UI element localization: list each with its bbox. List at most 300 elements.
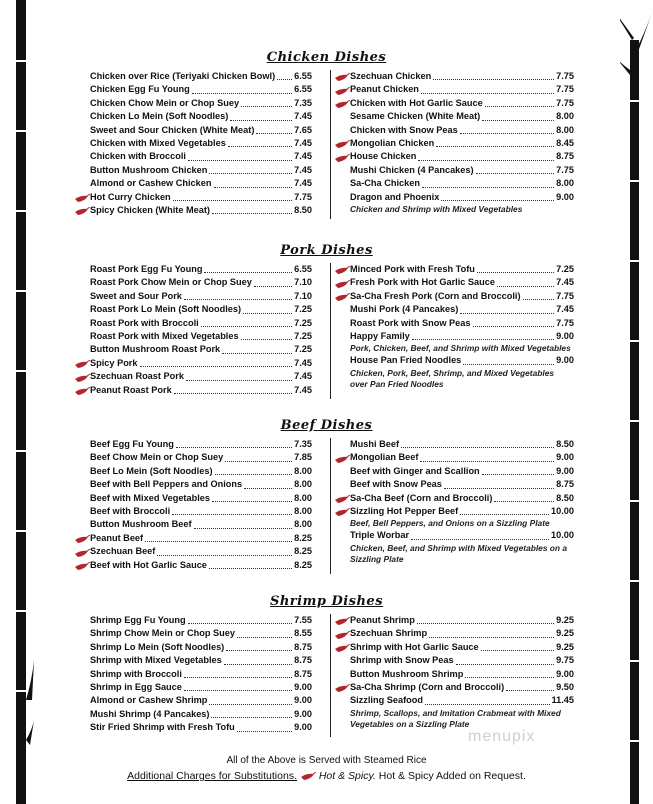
item-price: 7.25	[294, 317, 312, 328]
footer-charges: Additional Charges for Substitutions.	[127, 770, 297, 782]
item-marker	[74, 290, 90, 303]
item-price: 7.45	[294, 111, 312, 122]
leader-dots	[477, 272, 554, 273]
item-price: 8.00	[294, 492, 312, 503]
item-marker	[334, 164, 350, 177]
item-name: Roast Pork Egg Fu Young	[90, 263, 203, 274]
item-marker	[74, 191, 90, 204]
item-marker	[334, 84, 350, 97]
menu-item	[74, 721, 312, 734]
menu-item	[74, 384, 312, 397]
item-marker	[74, 628, 90, 641]
item-price: 8.75	[294, 655, 312, 666]
item-name: Chicken with Snow Peas	[350, 124, 458, 135]
menu-item	[74, 70, 312, 83]
item-price: 9.50	[556, 681, 574, 692]
item-price: 8.50	[556, 438, 574, 449]
item-marker	[74, 668, 90, 681]
leader-dots	[473, 326, 555, 327]
menu-item	[74, 465, 312, 478]
item-marker	[74, 164, 90, 177]
item-marker	[74, 111, 90, 124]
menu-item	[74, 343, 312, 356]
item-name: Szechuan Shrimp	[350, 628, 428, 639]
menu-item	[74, 641, 312, 654]
pepper-icon	[334, 455, 350, 464]
leader-dots	[237, 731, 292, 732]
item-name: Triple Worbar	[350, 530, 410, 541]
leader-dots	[209, 568, 292, 569]
item-name: Chicken Chow Mein or Chop Suey	[90, 97, 240, 108]
item-price: 9.00	[556, 452, 574, 463]
item-price: 8.55	[294, 628, 312, 639]
item-description: Beef, Bell Peppers, and Onions on a Sizzling Plate	[350, 518, 550, 529]
leader-dots	[444, 488, 554, 489]
item-name: Button Mushroom Beef	[90, 519, 192, 530]
item-price: 8.00	[556, 178, 574, 189]
item-marker	[74, 465, 90, 478]
item-name: Chicken with Hot Garlic Sauce	[350, 97, 483, 108]
section-title: Pork Dishes	[280, 243, 373, 258]
section-title: Shrimp Dishes	[269, 594, 384, 609]
menu-item	[74, 164, 312, 177]
menu-item	[74, 532, 312, 545]
item-name: Happy Family	[350, 330, 410, 341]
pepper-icon	[74, 207, 90, 216]
menu-item	[334, 330, 574, 343]
leader-dots	[176, 447, 292, 448]
item-price: 9.75	[556, 655, 574, 666]
item-name: Sizzling Hot Pepper Beef	[350, 505, 459, 516]
leader-dots	[241, 339, 293, 340]
item-price: 8.00	[294, 519, 312, 530]
leader-dots	[497, 286, 554, 287]
item-marker	[334, 681, 350, 694]
item-marker	[74, 695, 90, 708]
leader-dots	[418, 160, 554, 161]
menu-item	[334, 317, 574, 330]
leader-dots	[201, 326, 292, 327]
item-name: House Chicken	[350, 151, 417, 162]
item-name: Shrimp with Hot Garlic Sauce	[350, 641, 479, 652]
pepper-icon	[334, 293, 350, 302]
item-name: Sa-Cha Chicken	[350, 178, 420, 189]
item-marker	[334, 505, 350, 518]
menu-item	[74, 451, 312, 464]
item-price: 10.00	[551, 505, 574, 516]
item-price: 7.45	[294, 384, 312, 395]
item-price: 8.25	[294, 559, 312, 570]
column-divider	[330, 614, 331, 737]
leader-dots	[523, 299, 555, 300]
leader-dots	[184, 690, 292, 691]
item-name: Shrimp with Mixed Vegetables	[90, 655, 222, 666]
menu-item	[334, 641, 574, 654]
item-price: 9.00	[294, 681, 312, 692]
item-marker	[334, 137, 350, 150]
menu-item	[334, 83, 574, 96]
bamboo-left-decoration	[10, 0, 34, 804]
item-price: 9.00	[556, 668, 574, 679]
leader-dots	[209, 173, 292, 174]
item-price: 8.00	[556, 124, 574, 135]
item-marker	[334, 479, 350, 492]
menu-item	[334, 614, 574, 627]
item-marker	[334, 263, 350, 276]
pepper-icon	[74, 535, 90, 544]
menu-item	[74, 357, 312, 370]
item-name: Mushi Beef	[350, 438, 400, 449]
menu-item	[334, 627, 574, 640]
leader-dots	[417, 623, 554, 624]
menu-item	[74, 668, 312, 681]
column-divider	[330, 263, 331, 399]
menu-item	[334, 465, 574, 478]
pepper-icon	[334, 100, 350, 109]
menu-item	[74, 654, 312, 667]
item-marker	[334, 317, 350, 330]
item-name: Roast Pork with Snow Peas	[350, 317, 471, 328]
menu-column-left	[74, 614, 312, 735]
item-marker	[334, 614, 350, 627]
menu-column-left	[74, 263, 312, 397]
leader-dots	[244, 488, 292, 489]
leader-dots	[465, 677, 554, 678]
leader-dots	[230, 120, 292, 121]
leader-dots	[433, 79, 554, 80]
item-marker	[74, 532, 90, 545]
leader-dots	[192, 93, 292, 94]
item-marker	[74, 559, 90, 572]
item-marker	[74, 641, 90, 654]
item-marker	[74, 344, 90, 357]
item-marker	[74, 277, 90, 290]
item-price: 7.45	[294, 371, 312, 382]
item-price: 8.50	[556, 492, 574, 503]
item-marker	[334, 628, 350, 641]
pepper-icon	[74, 549, 90, 558]
item-marker	[334, 290, 350, 303]
item-price: 7.45	[556, 304, 574, 315]
item-name: Roast Pork with Broccoli	[90, 317, 199, 328]
item-price: 10.00	[551, 530, 574, 541]
item-name: Beef Chow Mein or Chop Suey	[90, 452, 224, 463]
item-marker	[74, 479, 90, 492]
item-name: Peanut Roast Pork	[90, 384, 172, 395]
menu-item	[74, 681, 312, 694]
item-marker	[334, 111, 350, 124]
pepper-icon	[74, 360, 90, 369]
item-name: Spicy Pork	[90, 357, 138, 368]
menu-item	[334, 303, 574, 316]
item-marker	[74, 151, 90, 164]
item-marker	[334, 191, 350, 204]
leader-dots	[401, 447, 554, 448]
menu-item	[74, 276, 312, 289]
item-price: 9.00	[294, 722, 312, 733]
menu-column-right	[334, 263, 574, 390]
menu-column-right	[334, 614, 574, 730]
item-name: Mushi Pork (4 Pancakes)	[350, 304, 459, 315]
footer-on-request: Hot & Spicy Added on Request.	[378, 770, 526, 782]
item-name: Minced Pork with Fresh Tofu	[350, 263, 475, 274]
item-price: 9.00	[556, 330, 574, 341]
leader-dots	[188, 623, 292, 624]
item-name: Peanut Shrimp	[350, 614, 415, 625]
menu-item	[74, 97, 312, 110]
item-name: Sesame Chicken (White Meat)	[350, 111, 481, 122]
menu-item	[334, 276, 574, 289]
menu-item	[74, 263, 312, 276]
item-price: 7.45	[294, 137, 312, 148]
leader-dots	[226, 650, 292, 651]
item-description: Chicken, Pork, Beef, Shrimp, and Mixed Vegetables over Pan Fried Noodles	[350, 367, 555, 389]
item-name: Button Mushroom Roast Pork	[90, 344, 221, 355]
item-name: Shrimp Egg Fu Young	[90, 614, 186, 625]
item-name: Hot Curry Chicken	[90, 191, 171, 202]
menu-column-left	[74, 438, 312, 572]
item-marker	[334, 492, 350, 505]
item-price: 8.50	[294, 204, 312, 215]
menu-item	[74, 177, 312, 190]
pepper-icon	[74, 562, 90, 571]
item-name: Beef with Bell Peppers and Onions	[90, 479, 243, 490]
item-price: 7.10	[294, 290, 312, 301]
menu-item	[334, 438, 574, 451]
item-name: Sweet and Sour Pork	[90, 290, 182, 301]
item-price: 7.45	[294, 357, 312, 368]
item-price: 8.00	[294, 465, 312, 476]
item-name: Sizzling Seafood	[350, 695, 423, 706]
menu-item	[74, 137, 312, 150]
menu-column-right	[334, 438, 574, 565]
item-name: Beef with Broccoli	[90, 505, 171, 516]
item-price: 8.75	[556, 479, 574, 490]
item-price: 9.00	[294, 708, 312, 719]
item-price: 6.55	[294, 263, 312, 274]
item-price: 9.00	[556, 355, 574, 366]
item-name: Sa-Cha Fresh Pork (Corn and Broccoli)	[350, 290, 521, 301]
item-name: Sweet and Sour Chicken (White Meat)	[90, 124, 255, 135]
leader-dots	[481, 650, 554, 651]
leader-dots	[173, 200, 292, 201]
item-name: Peanut Beef	[90, 532, 144, 543]
leader-dots	[277, 79, 292, 80]
item-name: Mushi Chicken (4 Pancakes)	[350, 164, 474, 175]
item-price: 7.75	[294, 191, 312, 202]
menu-item	[334, 290, 574, 303]
menu-item	[334, 451, 574, 464]
item-price: 7.45	[294, 164, 312, 175]
menu-item	[334, 97, 574, 110]
item-marker	[74, 97, 90, 110]
item-name: Stir Fried Shrimp with Fresh Tofu	[90, 722, 235, 733]
menu-item	[334, 529, 574, 542]
leader-dots	[441, 200, 554, 201]
menu-item	[334, 354, 574, 367]
item-price: 8.25	[294, 532, 312, 543]
item-price: 7.45	[556, 277, 574, 288]
item-name: Almond or Cashew Shrimp	[90, 695, 208, 706]
menu-item	[74, 614, 312, 627]
item-price: 11.45	[551, 695, 574, 706]
bamboo-right-decoration	[620, 0, 653, 804]
item-price: 8.75	[556, 151, 574, 162]
item-price: 7.10	[294, 277, 312, 288]
menu-item	[334, 505, 574, 518]
item-name: Szechuan Beef	[90, 546, 156, 557]
leader-dots	[460, 133, 554, 134]
leader-dots	[214, 187, 293, 188]
item-marker	[74, 681, 90, 694]
item-name: Chicken with Broccoli	[90, 151, 186, 162]
item-name: Chicken Egg Fu Young	[90, 84, 190, 95]
leader-dots	[436, 146, 554, 147]
item-name: Fresh Pork with Hot Garlic Sauce	[350, 277, 495, 288]
item-marker	[74, 614, 90, 627]
leader-dots	[194, 528, 293, 529]
pepper-icon	[334, 495, 350, 504]
leader-dots	[243, 313, 292, 314]
item-marker	[334, 438, 350, 451]
item-name: Chicken Lo Mein (Soft Noodles)	[90, 111, 229, 122]
menu-item	[74, 150, 312, 163]
item-price: 8.75	[294, 641, 312, 652]
item-name: Chicken with Mixed Vegetables	[90, 137, 226, 148]
item-price: 8.45	[556, 137, 574, 148]
item-name: Button Mushroom Chicken	[90, 164, 208, 175]
menu-item	[74, 191, 312, 204]
item-name: Roast Pork Chow Mein or Chop Suey	[90, 277, 252, 288]
menu-item	[334, 492, 574, 505]
item-price: 9.25	[556, 614, 574, 625]
item-name: Spicy Chicken (White Meat)	[90, 204, 210, 215]
item-price: 7.75	[556, 164, 574, 175]
leader-dots	[241, 106, 292, 107]
menu-item	[74, 708, 312, 721]
menu-item	[74, 204, 312, 217]
pepper-icon	[334, 644, 350, 653]
item-price: 7.25	[556, 263, 574, 274]
item-marker	[74, 505, 90, 518]
item-name: Beef with Hot Garlic Sauce	[90, 559, 207, 570]
pepper-icon	[334, 154, 350, 163]
item-marker	[74, 84, 90, 97]
leader-dots	[429, 637, 554, 638]
leader-dots	[412, 339, 554, 340]
leader-dots	[506, 690, 554, 691]
menu-item	[74, 694, 312, 707]
leader-dots	[476, 173, 555, 174]
item-marker	[74, 722, 90, 735]
leader-dots	[172, 514, 292, 515]
item-name: Beef Egg Fu Young	[90, 438, 174, 449]
leader-dots	[212, 501, 292, 502]
item-price: 8.75	[294, 668, 312, 679]
menu-item	[74, 627, 312, 640]
leader-dots	[420, 461, 554, 462]
item-price: 6.55	[294, 84, 312, 95]
item-marker	[334, 304, 350, 317]
item-name: Shrimp with Broccoli	[90, 668, 182, 679]
item-price: 9.00	[556, 465, 574, 476]
item-marker	[74, 357, 90, 370]
pepper-icon	[334, 684, 350, 693]
column-divider	[330, 438, 331, 574]
item-description: Shrimp, Scallops, and Imitation Crabmeat with Mixed Vegetables on a Sizzling Plate	[350, 707, 561, 729]
item-price: 8.25	[294, 546, 312, 557]
menu-item	[74, 505, 312, 518]
leader-dots	[494, 501, 554, 502]
item-marker	[334, 124, 350, 137]
item-price: 7.75	[556, 84, 574, 95]
item-marker	[334, 695, 350, 708]
item-name: Mongolian Beef	[350, 452, 419, 463]
item-price: 7.75	[556, 97, 574, 108]
menu-item	[74, 83, 312, 96]
leader-dots	[140, 366, 293, 367]
leader-dots	[425, 704, 550, 705]
pepper-icon	[300, 772, 316, 781]
pepper-icon	[334, 508, 350, 517]
leader-dots	[256, 133, 292, 134]
item-marker	[74, 263, 90, 276]
item-name: Peanut Chicken	[350, 84, 419, 95]
item-marker	[74, 708, 90, 721]
leader-dots	[211, 717, 292, 718]
item-marker	[334, 530, 350, 543]
item-price: 9.00	[294, 695, 312, 706]
item-price: 9.00	[556, 191, 574, 202]
item-marker	[74, 124, 90, 137]
menu-item	[334, 681, 574, 694]
item-marker	[334, 97, 350, 110]
menu-item	[74, 559, 312, 572]
item-price: 7.35	[294, 97, 312, 108]
menu-item	[334, 137, 574, 150]
item-name: Almond or Cashew Chicken	[90, 178, 212, 189]
item-marker	[334, 641, 350, 654]
item-price: 7.45	[294, 178, 312, 189]
leader-dots	[186, 380, 292, 381]
section-title: Chicken Dishes	[266, 50, 387, 65]
leader-dots	[174, 393, 292, 394]
item-name: Szechuan Chicken	[350, 70, 432, 81]
item-marker	[334, 465, 350, 478]
leader-dots	[421, 93, 554, 94]
footer-charges-line	[0, 770, 653, 782]
pepper-icon	[74, 387, 90, 396]
leader-dots	[204, 272, 292, 273]
item-price: 7.35	[294, 438, 312, 449]
leader-dots	[482, 474, 554, 475]
item-marker	[334, 70, 350, 83]
menu-item	[334, 110, 574, 123]
item-price: 7.85	[294, 452, 312, 463]
item-marker	[74, 546, 90, 559]
item-name: Shrimp Chow Mein or Chop Suey	[90, 628, 235, 639]
menu-item	[74, 124, 312, 137]
leader-dots	[254, 286, 292, 287]
leader-dots	[224, 664, 292, 665]
item-marker	[74, 178, 90, 191]
item-price: 8.00	[294, 505, 312, 516]
menu-item	[74, 370, 312, 383]
leader-dots	[157, 555, 292, 556]
item-name: Button Mushroom Shrimp	[350, 668, 464, 679]
menu-item	[74, 438, 312, 451]
item-description: Chicken, Beef, and Shrimp with Mixed Vegetables on a Sizzling Plate	[350, 542, 568, 564]
